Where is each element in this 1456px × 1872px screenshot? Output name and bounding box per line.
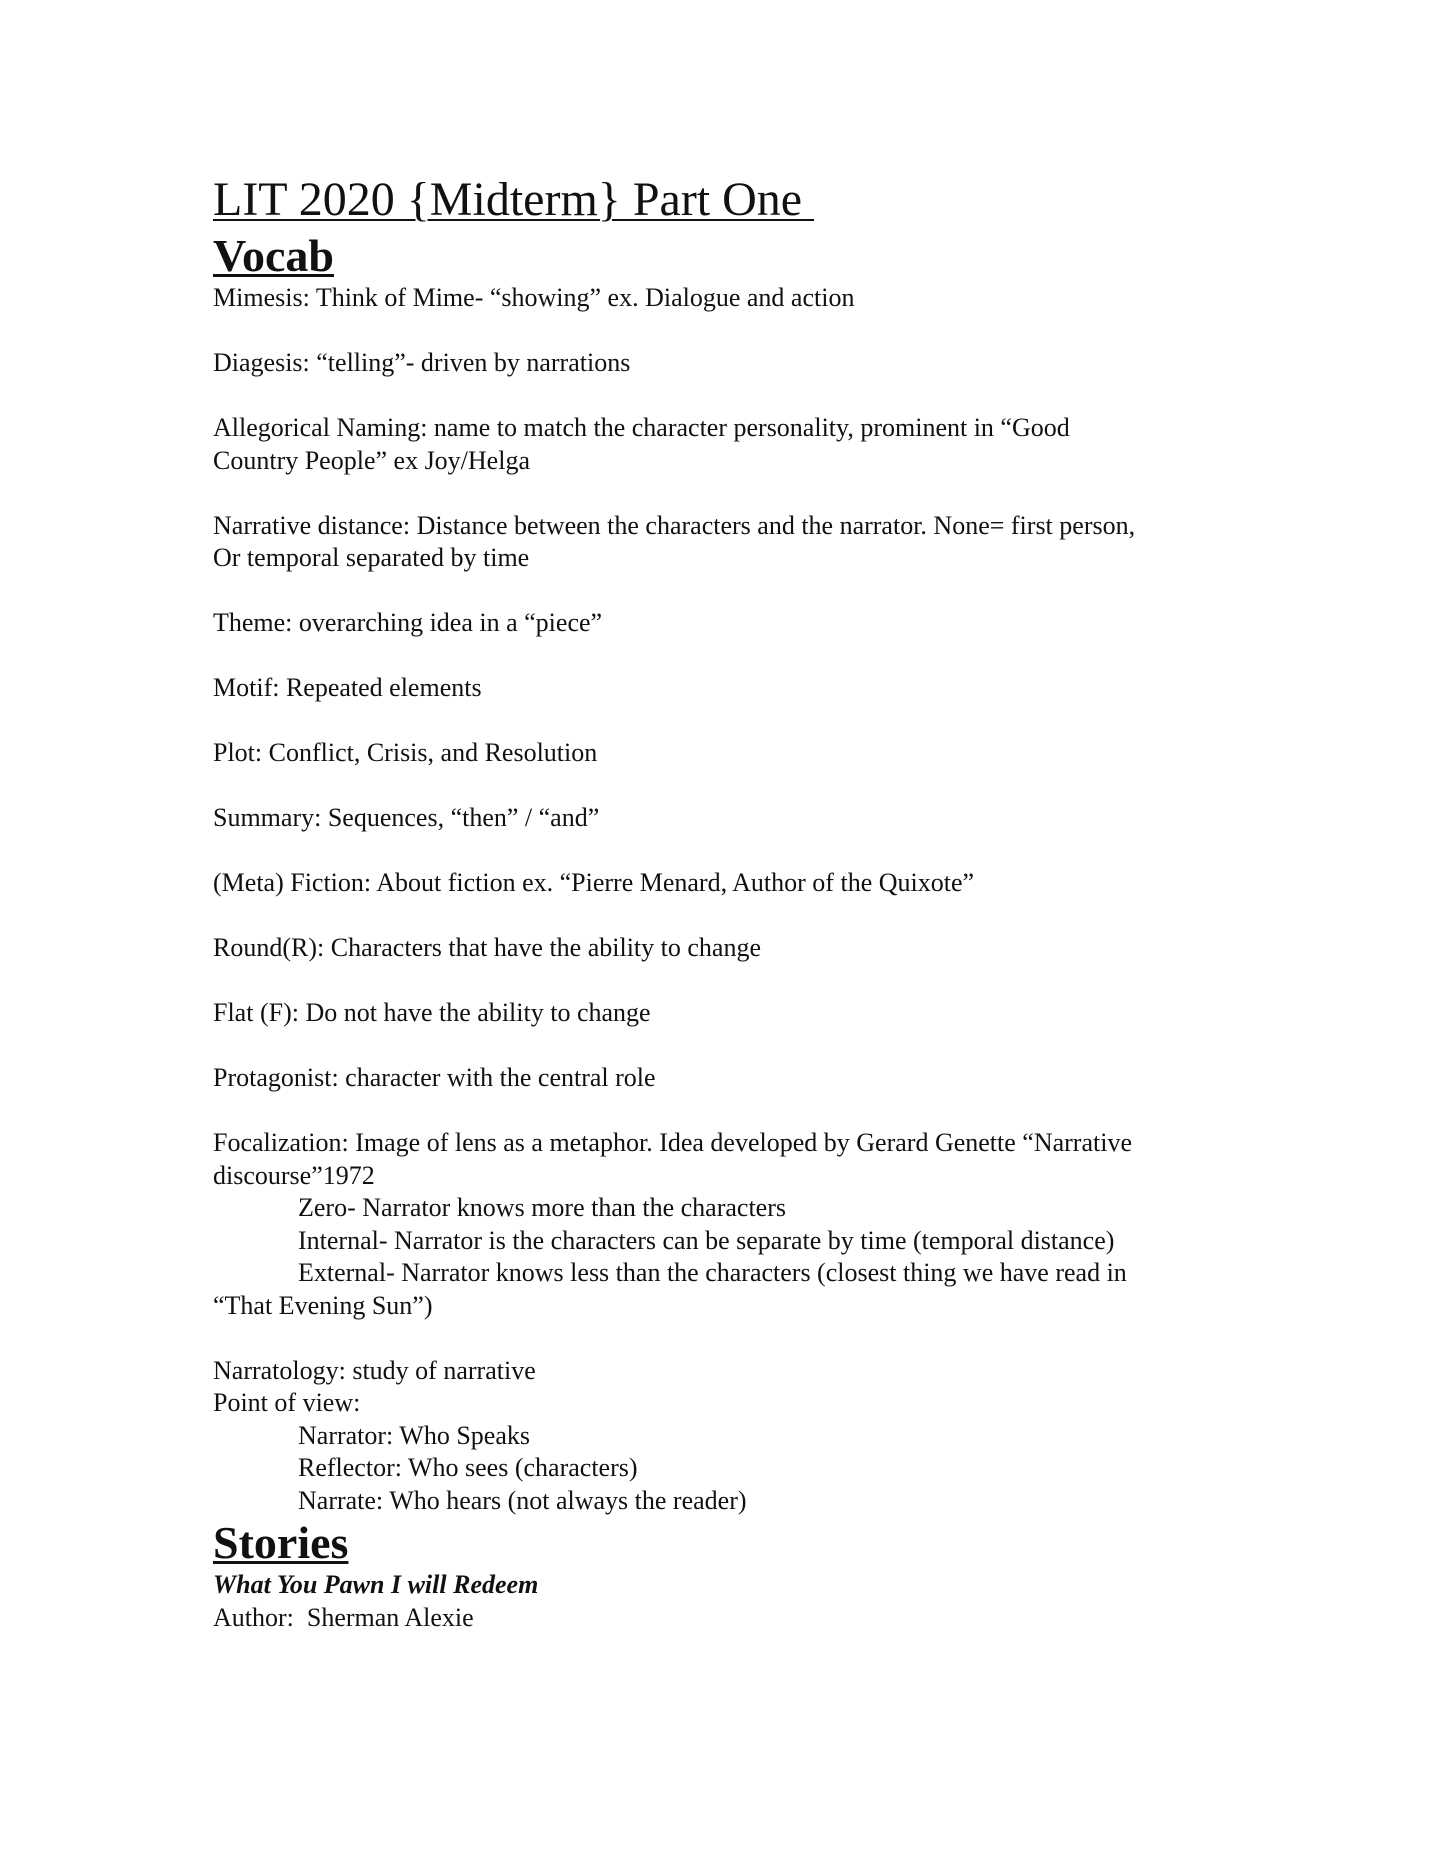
- vocab-line: Narrative distance: Distance between the characters and the narrator. None= first person,: [213, 510, 1136, 540]
- vocab-line: Theme: overarching idea in a “piece”: [213, 608, 603, 637]
- vocab-subline: Narrate: Who hears (not always the reader): [298, 1485, 747, 1515]
- vocab-line: Round(R): Characters that have the ability to change: [213, 933, 761, 962]
- vocab-line: Motif: Repeated elements: [213, 673, 482, 702]
- vocab-subline: Narrator: Who Speaks: [298, 1420, 531, 1450]
- document-title: LIT 2020 {Midterm} Part One: [213, 173, 815, 226]
- vocab-list: [213, 282, 1253, 1517]
- vocab-entry-narrative-distance: [213, 510, 1253, 575]
- vocab-line: Or temporal separated by time: [213, 543, 530, 572]
- vocab-entry-allegorical-naming: [213, 412, 1253, 477]
- vocab-line: (Meta) Fiction: About fiction ex. “Pierre Menard, Author of the Quixote”: [213, 868, 975, 897]
- vocab-subline: External- Narrator knows less than the characters (closest thing we have read in: [298, 1258, 1127, 1287]
- vocab-line: discourse”1972: [213, 1160, 375, 1190]
- vocab-subline: Reflector: Who sees (characters): [298, 1453, 638, 1482]
- vocab-entry-focalization: [213, 1127, 1253, 1322]
- vocab-entry-protagonist: [213, 1062, 1253, 1095]
- vocab-subline: Zero- Narrator knows more than the characters: [298, 1193, 786, 1222]
- story-block: [213, 1569, 1253, 1634]
- story-author: Author: Sherman Alexie: [213, 1602, 474, 1632]
- stories-heading: Stories: [213, 1517, 349, 1568]
- vocab-entry-diagesis: [213, 347, 1253, 380]
- vocab-line: Country People” ex Joy/Helga: [213, 445, 530, 475]
- vocab-entry-mimesis: [213, 282, 1253, 315]
- vocab-line: Summary: Sequences, “then” / “and”: [213, 803, 600, 832]
- vocab-entry-theme: [213, 607, 1253, 640]
- document-page: [213, 170, 1253, 1634]
- vocab-entry-plot: [213, 737, 1253, 770]
- vocab-line: Flat (F): Do not have the ability to change: [213, 998, 651, 1027]
- vocab-entry-flat: [213, 997, 1253, 1030]
- vocab-line: Mimesis: Think of Mime- “showing” ex. Dialogue and action: [213, 283, 855, 312]
- vocab-line: Plot: Conflict, Crisis, and Resolution: [213, 738, 598, 767]
- vocab-line: Narratology: study of narrative: [213, 1355, 536, 1385]
- vocab-line: Point of view:: [213, 1388, 361, 1417]
- vocab-heading: Vocab: [213, 230, 334, 281]
- vocab-entry-meta-fiction: [213, 867, 1253, 900]
- story-title: What You Pawn I will Redeem: [213, 1570, 539, 1599]
- vocab-line: Allegorical Naming: name to match the character personality, prominent in “Good: [213, 413, 1070, 442]
- vocab-entry-round: [213, 932, 1253, 965]
- vocab-entry-summary: [213, 802, 1253, 835]
- vocab-subline: Internal- Narrator is the characters can be separate by time (temporal distance): [298, 1225, 1115, 1255]
- vocab-line: Focalization: Image of lens as a metaphor. Idea developed by Gerard Genette “Narrative: [213, 1128, 1132, 1157]
- vocab-line: Diagesis: “telling”- driven by narrations: [213, 348, 631, 377]
- vocab-entry-motif: [213, 672, 1253, 705]
- vocab-entry-narratology: [213, 1355, 1253, 1518]
- vocab-line: “That Evening Sun”): [213, 1290, 433, 1320]
- vocab-line: Protagonist: character with the central role: [213, 1063, 656, 1092]
